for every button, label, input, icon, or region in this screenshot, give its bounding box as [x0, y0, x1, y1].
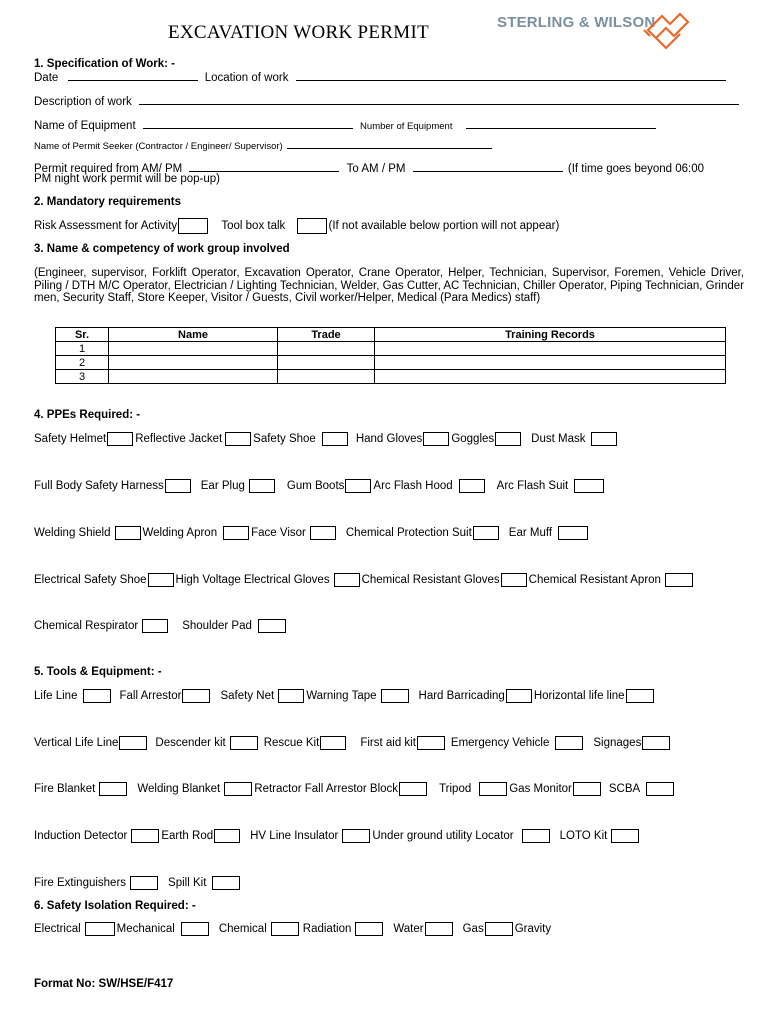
gas-isolation-label: Gas: [462, 923, 484, 936]
first-aid-kit-checkbox[interactable]: [417, 736, 445, 750]
company-logo-icon: [642, 8, 694, 50]
gravity-isolation-label: Gravity: [514, 923, 552, 936]
chemical-respirator-label: Chemical Respirator: [34, 620, 139, 633]
roles-list: (Engineer, supervisor, Forklift Operator, Excavation Operator, Crane Operator, Helper, Technician, Supervisor, Foremen, Vehicle Driver, Piling / DTH M/C Operator, Electrician / Lighting Technician, Welder, Gas Cutter, AC Technician, Chiller Operator, Piping Technician, Grinder men, Security Staff, Store Keeper, Visitor / Guests, Civil worker/Helper, Medical (Para Medics) staff): [34, 267, 744, 304]
welding-blanket-checkbox[interactable]: [224, 782, 252, 796]
chemical-protection-suit-checkbox[interactable]: [473, 526, 499, 540]
chemical-resistant-apron-checkbox[interactable]: [665, 573, 693, 587]
location-label: Location of work: [204, 72, 289, 84]
arc-flash-suit-checkbox[interactable]: [574, 479, 604, 493]
section-6-heading: 6. Safety Isolation Required: -: [34, 900, 196, 912]
section-2-heading: 2. Mandatory requirements: [34, 196, 181, 208]
emergency-vehicle-label: Emergency Vehicle: [450, 737, 550, 750]
col-sr: Sr.: [56, 328, 109, 342]
gum-boots-label: Gum Boots: [286, 480, 345, 493]
ear-plug-checkbox[interactable]: [249, 479, 275, 493]
scba-label: SCBA: [608, 783, 641, 796]
section-1-heading: 1. Specification of Work: -: [34, 58, 175, 70]
horizontal-life-line-checkbox[interactable]: [626, 689, 654, 703]
safety-net-checkbox[interactable]: [278, 689, 304, 703]
hv-line-insulator-label: HV Line Insulator: [250, 830, 339, 843]
welding-shield-label: Welding Shield: [34, 527, 111, 540]
welding-apron-checkbox[interactable]: [223, 526, 249, 540]
page-title: EXCAVATION WORK PERMIT: [168, 22, 430, 43]
ppe-row-5: [34, 619, 288, 633]
horizontal-life-line-label: Horizontal life line: [533, 690, 625, 703]
gum-boots-checkbox[interactable]: [345, 479, 371, 493]
ear-muff-checkbox[interactable]: [558, 526, 588, 540]
trade-cell[interactable]: [278, 370, 375, 384]
mechanical-isolation-label: Mechanical: [116, 923, 175, 936]
num-equipment-field[interactable]: [466, 118, 656, 129]
hard-barricading-checkbox[interactable]: [506, 689, 532, 703]
reflective-jacket-label: Reflective Jacket: [135, 433, 223, 446]
chemical-protection-suit-label: Chemical Protection Suit: [345, 527, 472, 540]
chemical-isolation-checkbox[interactable]: [271, 922, 299, 936]
gas-isolation-checkbox[interactable]: [485, 922, 513, 936]
chemical-resistant-apron-label: Chemical Resistant Apron: [528, 574, 661, 587]
col-name: Name: [109, 328, 278, 342]
fire-blanket-checkbox[interactable]: [99, 782, 127, 796]
reflective-jacket-checkbox[interactable]: [225, 432, 251, 446]
fall-arrestor-checkbox[interactable]: [182, 689, 210, 703]
utility-locator-checkbox[interactable]: [522, 829, 550, 843]
retractor-block-label: Retractor Fall Arrestor Block: [254, 783, 399, 796]
ppe-row-2: [34, 479, 606, 493]
ppe-row-3: [34, 526, 590, 540]
row-number: 3: [56, 370, 109, 384]
ppe-row-1: [34, 432, 619, 446]
safety-net-label: Safety Net: [220, 690, 275, 703]
fall-arrestor-label: Fall Arrestor: [119, 690, 182, 703]
work-group-table: [55, 327, 726, 384]
permit-to-label: To AM / PM: [346, 163, 406, 175]
hv-gloves-label: High Voltage Electrical Gloves: [175, 574, 330, 587]
description-row: [34, 94, 739, 108]
col-trade: Trade: [278, 328, 375, 342]
warning-tape-label: Warning Tape: [306, 690, 377, 703]
toolbox-talk-checkbox[interactable]: [297, 218, 327, 234]
warning-tape-checkbox[interactable]: [381, 689, 409, 703]
rescue-kit-label: Rescue Kit: [263, 737, 320, 750]
dust-mask-label: Dust Mask: [531, 433, 586, 446]
safety-shoe-label: Safety Shoe: [253, 433, 316, 446]
permit-to-field[interactable]: [413, 161, 563, 172]
mandatory-row: [34, 218, 559, 234]
arc-flash-hood-checkbox[interactable]: [459, 479, 485, 493]
hv-gloves-checkbox[interactable]: [334, 573, 360, 587]
body-harness-label: Full Body Safety Harness: [34, 480, 164, 493]
table-row: [56, 342, 726, 356]
seeker-field[interactable]: [287, 140, 492, 149]
chemical-isolation-label: Chemical: [218, 923, 267, 936]
induction-detector-checkbox[interactable]: [131, 829, 159, 843]
name-cell[interactable]: [109, 356, 278, 370]
safety-shoe-checkbox[interactable]: [322, 432, 348, 446]
description-label: Description of work: [34, 96, 132, 108]
descender-kit-checkbox[interactable]: [230, 736, 258, 750]
water-isolation-checkbox[interactable]: [425, 922, 453, 936]
signages-label: Signages: [593, 737, 642, 750]
permit-from-field[interactable]: [189, 161, 339, 172]
hv-line-insulator-checkbox[interactable]: [342, 829, 370, 843]
safety-helmet-label: Safety Helmet: [34, 433, 107, 446]
spill-kit-checkbox[interactable]: [212, 876, 240, 890]
radiation-isolation-label: Radiation: [302, 923, 352, 936]
name-cell[interactable]: [109, 342, 278, 356]
table-row: [56, 370, 726, 384]
goggles-checkbox[interactable]: [495, 432, 521, 446]
hand-gloves-checkbox[interactable]: [423, 432, 449, 446]
date-label: Date: [34, 72, 59, 84]
tools-row-4: [34, 829, 641, 843]
induction-detector-label: Induction Detector: [34, 830, 128, 843]
training-cell[interactable]: [375, 370, 726, 384]
num-equipment-label: Number of Equipment: [360, 121, 453, 132]
isolation-row: [34, 922, 551, 936]
date-field[interactable]: [68, 70, 198, 81]
tripod-checkbox[interactable]: [479, 782, 507, 796]
arc-flash-hood-label: Arc Flash Hood: [373, 480, 453, 493]
equipment-label: Name of Equipment: [34, 120, 136, 132]
risk-assessment-checkbox[interactable]: [178, 218, 208, 234]
welding-apron-label: Welding Apron: [142, 527, 218, 540]
earth-rod-checkbox[interactable]: [214, 829, 240, 843]
first-aid-kit-label: First aid kit: [360, 737, 416, 750]
spill-kit-label: Spill Kit: [168, 877, 207, 890]
arc-flash-suit-label: Arc Flash Suit: [496, 480, 569, 493]
time-note-continued: PM night work permit will be pop-up): [34, 173, 220, 185]
training-cell[interactable]: [375, 356, 726, 370]
scba-checkbox[interactable]: [646, 782, 674, 796]
vertical-life-line-checkbox[interactable]: [119, 736, 147, 750]
name-cell[interactable]: [109, 370, 278, 384]
electrical-isolation-checkbox[interactable]: [85, 922, 115, 936]
date-row: [34, 70, 726, 84]
emergency-vehicle-checkbox[interactable]: [555, 736, 583, 750]
hard-barricading-label: Hard Barricading: [418, 690, 505, 703]
body-harness-checkbox[interactable]: [165, 479, 191, 493]
fire-extinguishers-label: Fire Extinguishers: [34, 877, 127, 890]
ear-plug-label: Ear Plug: [200, 480, 245, 493]
welding-blanket-label: Welding Blanket: [137, 783, 221, 796]
tools-row-2: [34, 736, 672, 750]
safety-helmet-checkbox[interactable]: [107, 432, 133, 446]
shoulder-pad-checkbox[interactable]: [258, 619, 286, 633]
chemical-resistant-gloves-label: Chemical Resistant Gloves: [361, 574, 500, 587]
row-number: 1: [56, 342, 109, 356]
vertical-life-line-label: Vertical Life Line: [34, 737, 119, 750]
seeker-label: Name of Permit Seeker (Contractor / Engineer/ Supervisor): [34, 141, 283, 152]
gas-monitor-checkbox[interactable]: [573, 782, 601, 796]
earth-rod-label: Earth Rod: [161, 830, 214, 843]
electrical-isolation-label: Electrical: [34, 923, 81, 936]
training-cell[interactable]: [375, 342, 726, 356]
risk-assessment-label: Risk Assessment for Activity: [34, 220, 178, 233]
equipment-row: [34, 118, 656, 132]
time-note: (If time goes beyond 06:00: [567, 163, 705, 175]
goggles-label: Goggles: [451, 433, 495, 446]
electrical-safety-shoe-checkbox[interactable]: [148, 573, 174, 587]
shoulder-pad-label: Shoulder Pad: [182, 620, 252, 633]
tools-row-1: [34, 689, 656, 703]
hand-gloves-label: Hand Gloves: [355, 433, 423, 446]
face-visor-label: Face Visor: [251, 527, 306, 540]
life-line-checkbox[interactable]: [83, 689, 111, 703]
mechanical-isolation-checkbox[interactable]: [181, 922, 209, 936]
seeker-row: [34, 140, 492, 152]
rescue-kit-checkbox[interactable]: [320, 736, 346, 750]
permit-from-label: Permit required from AM/ PM: [34, 163, 183, 175]
loto-kit-label: LOTO Kit: [559, 830, 608, 843]
welding-shield-checkbox[interactable]: [115, 526, 141, 540]
descender-kit-label: Descender kit: [155, 737, 226, 750]
col-training-records: Training Records: [375, 328, 726, 342]
retractor-block-checkbox[interactable]: [399, 782, 427, 796]
signages-checkbox[interactable]: [642, 736, 670, 750]
section-3-heading: 3. Name & competency of work group involved: [34, 243, 290, 255]
table-row: [56, 356, 726, 370]
fire-extinguishers-checkbox[interactable]: [130, 876, 158, 890]
trade-cell[interactable]: [278, 342, 375, 356]
chemical-respirator-checkbox[interactable]: [142, 619, 168, 633]
row-number: 2: [56, 356, 109, 370]
electrical-safety-shoe-label: Electrical Safety Shoe: [34, 574, 147, 587]
section-5-heading: 5. Tools & Equipment: -: [34, 666, 162, 678]
utility-locator-label: Under ground utility Locator: [372, 830, 514, 843]
location-field[interactable]: [296, 70, 726, 81]
ear-muff-label: Ear Muff: [508, 527, 553, 540]
table-header-row: [56, 328, 726, 342]
water-isolation-label: Water: [393, 923, 424, 936]
tools-row-3: [34, 782, 676, 796]
dust-mask-checkbox[interactable]: [591, 432, 617, 446]
tools-row-5: [34, 876, 242, 890]
toolbox-talk-label: Tool box talk: [221, 220, 286, 233]
ppe-row-4: [34, 573, 695, 587]
life-line-label: Life Line: [34, 690, 78, 703]
format-number: Format No: SW/HSE/F417: [34, 978, 174, 990]
radiation-isolation-checkbox[interactable]: [355, 922, 383, 936]
loto-kit-checkbox[interactable]: [611, 829, 639, 843]
face-visor-checkbox[interactable]: [310, 526, 336, 540]
description-field[interactable]: [139, 94, 739, 105]
tripod-label: Tripod: [439, 783, 472, 796]
gas-monitor-label: Gas Monitor: [509, 783, 572, 796]
mandatory-note: (If not available below portion will not appear): [328, 220, 560, 233]
section-4-heading: 4. PPEs Required: -: [34, 409, 141, 421]
company-brand: STERLING & WILSON: [497, 14, 656, 31]
trade-cell[interactable]: [278, 356, 375, 370]
chemical-resistant-gloves-checkbox[interactable]: [501, 573, 527, 587]
equipment-field[interactable]: [143, 118, 353, 129]
fire-blanket-label: Fire Blanket: [34, 783, 96, 796]
